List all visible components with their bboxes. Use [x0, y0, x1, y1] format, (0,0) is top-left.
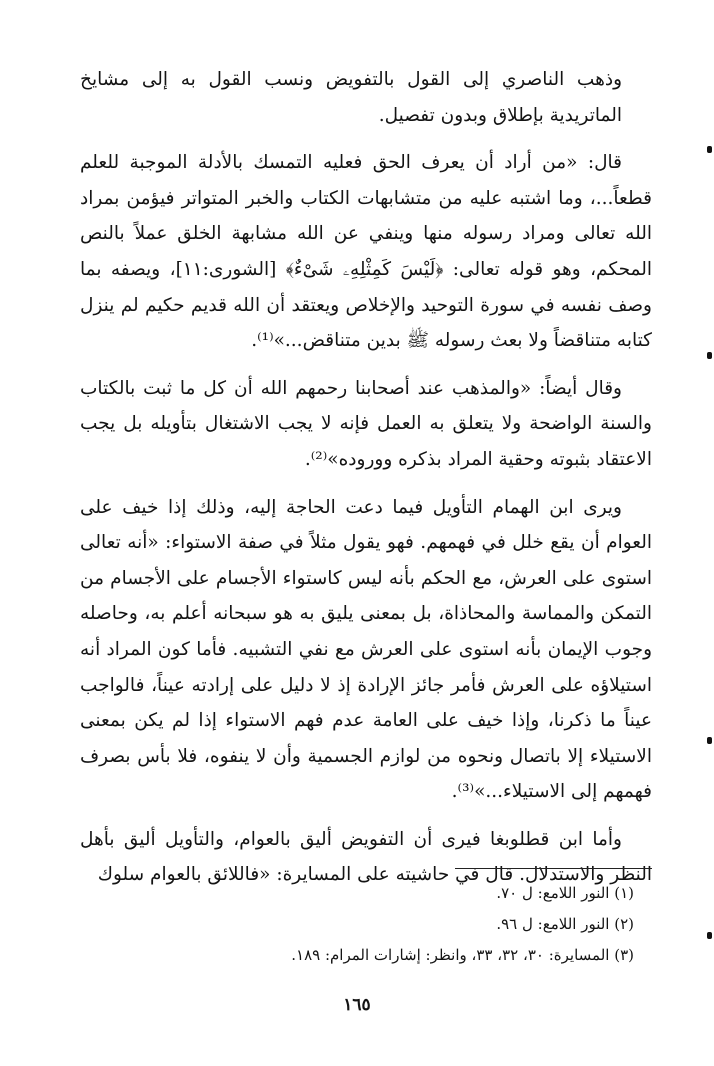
footnote-divider — [455, 868, 652, 869]
margin-mark — [707, 146, 712, 153]
body-text — [80, 62, 652, 905]
footnote-1: (١) النور اللامع: ل ٧٠. — [496, 884, 634, 902]
margin-mark — [707, 932, 712, 939]
margin-mark — [707, 737, 712, 744]
paragraph-5: وأما ابن قطلوبغا فيرى أن التفويض أليق بالعوام، والتأويل أليق بأهل النظر والاستدلال. قال في حاشيته على المسايرة: «فاللائق بالعوام سلوك — [80, 828, 652, 886]
paragraph-3: وقال أيضاً: «والمذهب عند أصحابنا رحمهم الله أن كل ما ثبت بالكتاب والسنة الواضحة ولا يتعلق به العمل فإنه لا يجب الاشتغال بتأويله بل يجب الاعتقاد بثبوته وحقية المراد بذكره ووروده»⁽²⁾. — [80, 377, 652, 470]
page-number: ١٦٥ — [343, 995, 371, 1015]
paragraph-4: ويرى ابن الهمام التأويل فيما دعت الحاجة إليه، وذلك إذا خيف على العوام أن يقع خلل في فهمهم. فهو يقول مثلاً في صفة الاستواء: «أنه تعالى استوى على العرش، مع الحكم بأنه ليس كاستواء الأجسام على الأجسام من التمكن والمماسة والمحاذاة، بل بمعنى يليق به هو سبحانه أعلم به، وحاصله وجوب الإيمان بأنه استوى على العرش مع نفي التشبيه. فأما كون المراد أنه استيلاؤه على العرش فأمر جائز الإرادة إذ لا دليل على إرادته عيناً، فالواجب عيناً ما ذكرنا، وإذا خيف على العامة عدم فهم الاستواء إذا لم يكن بمعنى الاستيلاء إلا باتصال ونحوه من لوازم الجسمية وأن لا ينفوه، فلا بأس بصرف فهمهم إلى الاستيلاء...»⁽³⁾. — [80, 496, 652, 803]
footnote-2: (٢) النور اللامع: ل ٩٦. — [496, 915, 634, 933]
paragraph-2: قال: «من أراد أن يعرف الحق فعليه التمسك بالأدلة الموجبة للعلم قطعاً...، وما اشتبه عليه من متشابهات الكتاب والخبر المتواتر فيؤمن بمراد الله تعالى ومراد رسوله منها وينفي عن الله مشابهة الخلق عملاً بالنص المحكم، وهو قوله تعالى: ﴿لَيْسَ كَمِثْلِهِۦ شَىْءٌ﴾ [الشورى:١١]، ويصفه بما وصف نفسه في سورة التوحيد والإخلاص ويعتقد أن الله قديم حكيم لم ينزل كتابه متناقضاً ولا بعث رسوله ﷺ بدين متناقض...»⁽¹⁾. — [80, 152, 652, 352]
footnotes — [80, 878, 652, 971]
paragraph-1: وذهب الناصري إلى القول بالتفويض ونسب القول به إلى مشايخ الماتريدية بإطلاق وبدون تفصيل. — [80, 69, 622, 126]
footnote-3: (٣) المسايرة: ٣٠، ٣٢، ٣٣، وانظر: إشارات المرام: ١٨٩. — [291, 946, 634, 964]
margin-mark — [707, 352, 712, 359]
